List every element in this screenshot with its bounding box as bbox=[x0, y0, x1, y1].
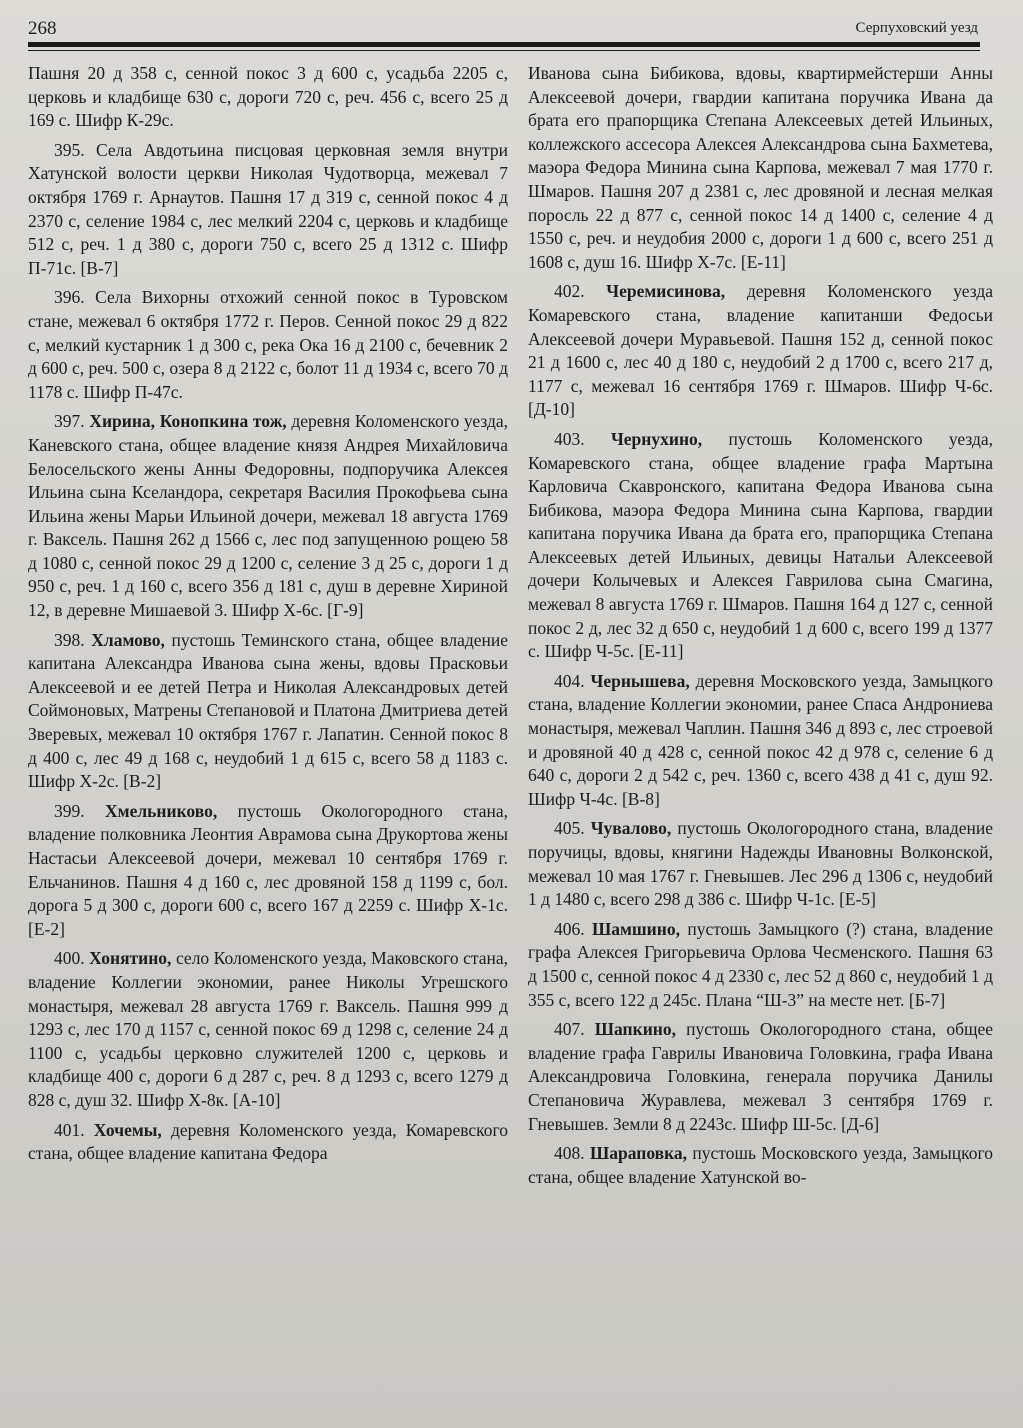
catalog-entry bbox=[528, 918, 993, 1012]
catalog-entry bbox=[528, 1018, 993, 1136]
catalog-entry bbox=[28, 629, 508, 794]
running-head: Серпуховский уезд bbox=[855, 20, 978, 36]
entry-number: 408. bbox=[554, 1143, 585, 1164]
entry-number: 405. bbox=[554, 818, 585, 839]
entry-text: пустошь Московского уезда, Замыцкого стана, общее владение Хатунской во- bbox=[528, 1143, 994, 1187]
catalog-entry bbox=[28, 62, 508, 133]
entry-text: Села Авдотьина писцовая церковная земля внутри Хатунской волости церкви Николая Чудотворца, межевал 7 октября 1769 г. Арнаутов. Пашня 17 д 319 с, сенной покос 4 д 2370 с, селение 1984 с, лес мелкий 2204 с, церковь и кладбище 512 с, реч. 1 д 380 с, дороги 750 с, всего 25 д 1312 с. Шифр П-71с. [В-7] bbox=[28, 139, 508, 278]
entry-name: Чернышева, bbox=[590, 670, 690, 691]
entry-text: Села Вихорны отхожий сенной покос в Туровском стане, межевал 6 октября 1772 г. Перов. Сенной покос 29 д 822 с, мелкий кустарник 1 д 300 с, река Ока 16 д 2100 с, бечевник 2 д 600 с, реч. 500 с, озера 8 д 2122 с, болот 11 д 1934 с, всего 70 д 1178 с. Шифр П-47с. bbox=[28, 287, 508, 402]
catalog-entry bbox=[28, 410, 508, 622]
entry-name: Хочемы, bbox=[93, 1119, 162, 1140]
right-column bbox=[528, 62, 993, 1195]
catalog-entry bbox=[28, 286, 508, 404]
entry-text: деревня Коломенского уезда, Комаревского стана, общее владение капитана Федора bbox=[28, 1119, 509, 1164]
entry-name: Хирина, Конопкина тож, bbox=[89, 411, 287, 432]
entry-number: 402. bbox=[554, 281, 585, 302]
catalog-entry bbox=[528, 428, 993, 664]
entry-number: 400. bbox=[54, 948, 85, 969]
entry-number: 407. bbox=[554, 1019, 585, 1040]
entry-number: 404. bbox=[554, 670, 585, 691]
entry-name: Шапкино, bbox=[594, 1019, 676, 1040]
catalog-entry bbox=[28, 800, 508, 942]
entry-text: пустошь Окологородного стана, владение поручицы, вдовы, княгини Надежды Ивановны Волконской, межевал 10 мая 1767 г. Гневышев. Лес 296 д 1306 с, неудобий 1 д 1480 с, всего 298 д 386 с. Шифр Ч-1с. [Е-5] bbox=[528, 818, 993, 910]
page-header bbox=[28, 14, 978, 40]
catalog-entry bbox=[528, 1142, 993, 1189]
catalog-entry bbox=[528, 817, 993, 911]
entry-name: Чувалово, bbox=[590, 818, 672, 839]
entry-text: пустошь Окологородного стана, общее владение графа Гаврилы Ивановича Головкина, графа Ивана Александровича Головкина, генерала поручика Данилы Степановича Журавлева, межевал 3 сентября 1769 г. Гневышев. Земли 8 д 2243с. Шифр Ш-5с. [Д-6] bbox=[528, 1019, 994, 1134]
catalog-entry bbox=[528, 280, 993, 422]
entry-name: Хмельниково, bbox=[105, 800, 218, 821]
catalog-entry bbox=[28, 1119, 508, 1166]
catalog-entry bbox=[528, 62, 993, 274]
entry-name: Шамшино, bbox=[592, 918, 680, 939]
entry-number: 395. bbox=[54, 139, 85, 160]
page-number: 268 bbox=[28, 18, 57, 39]
entry-name: Хонятино, bbox=[89, 948, 172, 969]
catalog-entry bbox=[528, 670, 993, 812]
left-column bbox=[28, 62, 508, 1172]
catalog-entry bbox=[28, 947, 508, 1112]
entry-number: 401. bbox=[54, 1119, 85, 1140]
entry-text: пустошь Замыцкого (?) стана, владение графа Алексея Григорьевича Орлова Чесменского. Пашня 63 д 1500 с, сенной покос 4 д 2330 с, лес 52 д 860 с, неудобий 1 д 355 с, всего 122 д 245с. Плана “Ш-3” на месте нет. [Б-7] bbox=[528, 918, 994, 1010]
entry-text: село Коломенского уезда, Маковского стана, владение Коллегии экономии, ранее Николы Угрешского монастыря, межевал 28 августа 1769 г. Ваксель. Пашня 999 д 1293 с, лес 170 д 1157 с, сенной покос 69 д 1298 с, селение 24 д 1100 с, усадьбы церковно служителей 1200 с, церковь и кладбище 400 с, дороги 6 д 287 с, реч. 8 д 1293 с, всего 1279 д 828 с, душ 32. Шифр Х-8к. [А-10] bbox=[28, 948, 509, 1110]
entry-name: Хламово, bbox=[91, 629, 165, 650]
entry-name: Шараповка, bbox=[590, 1143, 688, 1164]
entry-text: пустошь Коломенского уезда, Комаревского стана, общее владение графа Мартына Карловича Скавронского, капитана Федора Иванова сына Бибикова, маэора Федора Минина сына Карпова, гвардии капитана поручика Ивана да брата его, прапорщика Степана Алексеевых детей Ильиных, девицы Натальи Алексеевой дочери Колычевых и Алексея Гаврилова сына Смагина, межевал 8 августа 1769 г. Шмаров. Пашня 164 д 127 с, сенной покос 2 д, лес 32 д 650 с, неудобий 1 д 600 с, всего 199 д 1377 с. Шифр Ч-5с. [Е-11] bbox=[528, 428, 994, 662]
entry-number: 406. bbox=[554, 918, 585, 939]
header-rule-thick bbox=[28, 42, 980, 47]
entry-text: деревня Коломенского уезда Комаревского стана, владение капитанши Федосьи Алексеевой дочери Муравьевой. Пашня 152 д, сенной покос 21 д 1600 с, лес 40 д 180 с, неудобий 2 д 1700 с, всего 217 д, 1177 с, межевал 16 сентября 1769 г. Шмаров. Шифр Ч-6с. [Д-10] bbox=[528, 281, 993, 420]
entry-number: 398. bbox=[54, 629, 85, 650]
header-rule-thin bbox=[28, 50, 980, 51]
entry-number: 396. bbox=[54, 287, 85, 308]
entry-text: деревня Коломенского уезда, Каневского стана, общее владение князя Андрея Михайловича Белосельского жены Анны Федоровны, подпоручика Алексея Ильина сына Кселандора, секретаря Василия Прокофьева сына Ильина жены Марьи Ильиной дочери, межевал 18 августа 1769 г. Ваксель. Пашня 262 д 1566 с, лес под запущенною рощею 58 д 1080 с, сенной покос 29 д 1200 с, селение 3 д 25 с, дороги 1 д 950 с, реч. 1 д 160 с, всего 356 д 181 с, душ в деревне Хириной 12, в деревне Мишаевой 3. Шифр Х-6с. [Г-9] bbox=[28, 411, 509, 621]
entry-number: 403. bbox=[554, 428, 585, 449]
entry-text: деревня Московского уезда, Замыцкого стана, владение Коллегии экономии, ранее Спаса Андрониева монастыря, межевал Чаплин. Пашня 346 д 893 с, лес строевой и дровяной 40 д 428 с, сенной покос 42 д 978 с, селение 6 д 640 с, дороги 2 д 542 с, реч. 1360 с, всего 438 д 41 с, душ 92. Шифр Ч-4с. [В-8] bbox=[528, 670, 994, 809]
catalog-entry bbox=[28, 139, 508, 281]
entry-number: 399. bbox=[54, 800, 85, 821]
entry-text: Пашня 20 д 358 с, сенной покос 3 д 600 с, усадьба 2205 с, церковь и кладбище 630 с, дороги 720 с, реч. 456 с, всего 25 д 169 с. Шифр К-29с. bbox=[28, 63, 508, 131]
entry-text: Иванова сына Бибикова, вдовы, квартирмейстерши Анны Алексеевой дочери, гвардии капитана поручика Ивана да брата его прапорщика Степана Алексеевых детей Ильиных, коллежского ассесора Алексея Александрова сына Бахметева, маэора Федора Минина сына Карпова, межевал 7 мая 1770 г. Шмаров. Пашня 207 д 2381 с, лес дровяной и лесная мелкая поросль 22 д 877 с, сенной покос 14 д 1400 с, селение 4 д 1550 с, реч. и неудобия 2000 с, дороги 1 д 600 с, всего 251 д 1608 с, душ 16. Шифр Х-7с. [Е-11] bbox=[528, 63, 993, 272]
entry-text: пустошь Окологородного стана, владение полковника Леонтия Аврамова сына Друкортова жены Настасьи Алексеевой дочери, межевал 10 сентября 1769 г. Ельчанинов. Пашня 4 д 160 с, лес дровяной 158 д 1199 с, бол. дорога 5 д 300 с, дороги 600 с, всего 167 д 2259 с. Шифр Х-1с. [Е-2] bbox=[28, 800, 509, 939]
entry-text: пустошь Теминского стана, общее владение капитана Александра Иванова сына жены, вдовы Прасковьи Алексеевой и ее детей Петра и Николая Александровых детей Соймоновых, Матрены Степановой и Платона Дмитриева детей Зверевых, межевал 10 октября 1767 г. Лапатин. Сенной покос 8 д 400 с, лес 49 д 168 с, неудобий 1 д 615 с, всего 58 д 1183 с. Шифр Х-2с. [В-2] bbox=[28, 629, 509, 792]
entry-name: Черемисинова, bbox=[606, 281, 726, 302]
entry-number: 397. bbox=[54, 411, 85, 432]
entry-name: Чернухино, bbox=[610, 428, 703, 449]
